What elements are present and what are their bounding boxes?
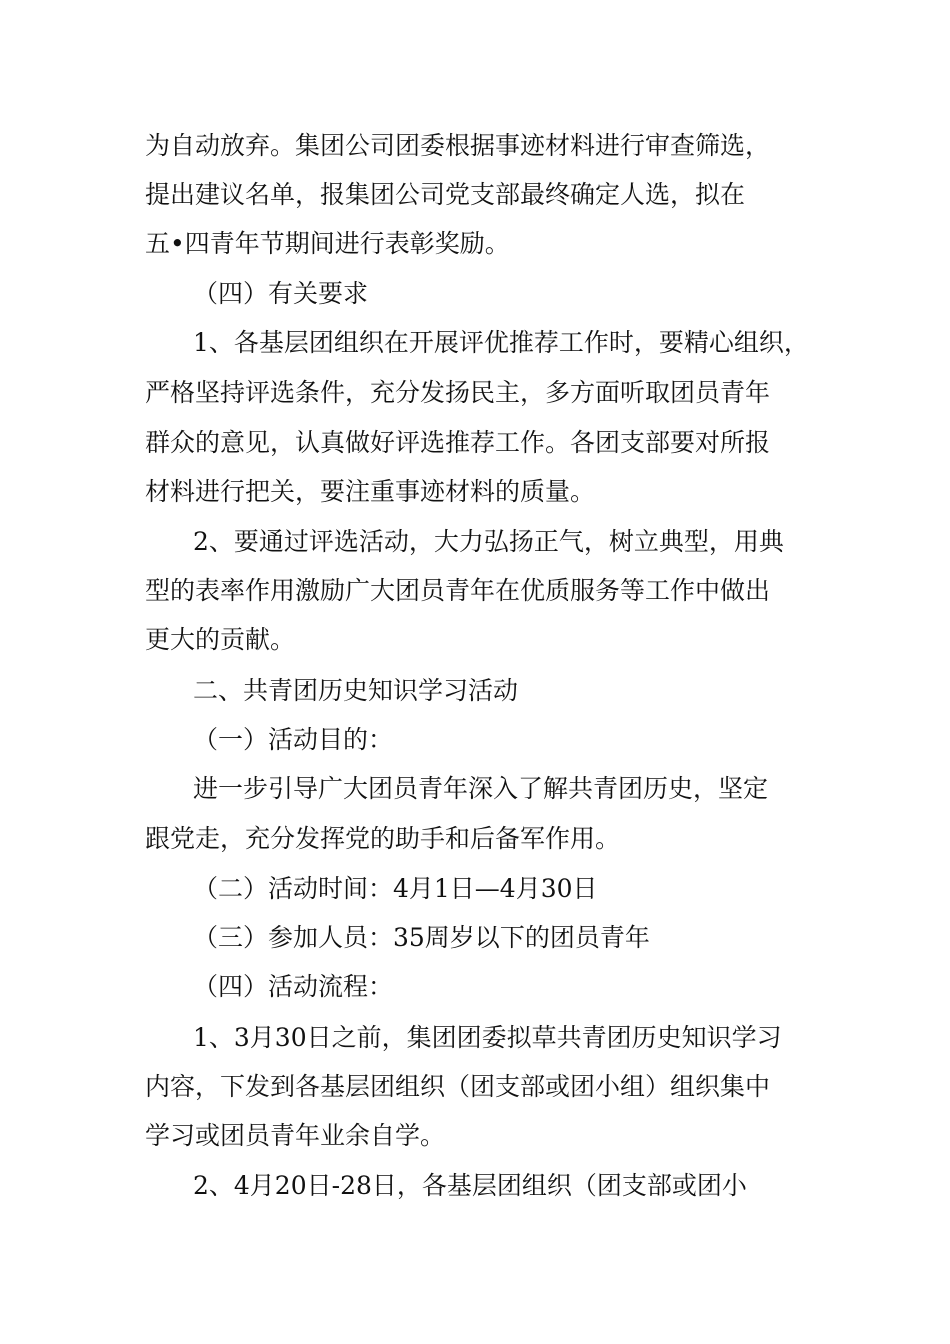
text-line: 严格坚持评选条件，充分发扬民主，多方面听取团员青年	[145, 378, 771, 407]
text-line: 群众的意见，认真做好评选推荐工作。各团支部要对所报	[145, 428, 771, 457]
text-line: 材料进行把关，要注重事迹材料的质量。	[145, 477, 596, 506]
text-line: 进一步引导广大团员青年深入了解共青团历史，坚定	[193, 774, 769, 803]
section-heading: （二）活动时间：4月1日—4月30日	[193, 874, 598, 903]
text-line: 内容，下发到各基层团组织（团支部或团小组）组织集中	[145, 1072, 771, 1101]
section-heading: （三）参加人员：35周岁以下的团员青年	[193, 923, 650, 952]
section-heading: （一）活动目的：	[193, 725, 394, 754]
section-heading: （四）活动流程：	[193, 972, 394, 1001]
section-heading: 二、共青团历史知识学习活动	[193, 676, 519, 705]
text-line: 跟党走，充分发挥党的助手和后备军作用。	[145, 824, 621, 853]
section-heading: （四）有关要求	[193, 279, 369, 308]
text-line: 1、各基层团组织在开展评优推荐工作时，要精心组织，	[193, 328, 809, 357]
text-line: 1、3月30日之前，集团团委拟草共青团历史知识学习	[193, 1023, 782, 1052]
text-line: 更大的贡献。	[145, 625, 296, 654]
text-line: 五•四青年节期间进行表彰奖励。	[145, 229, 510, 258]
text-line: 型的表率作用激励广大团员青年在优质服务等工作中做出	[145, 576, 771, 605]
text-line: 2、要通过评选活动，大力弘扬正气，树立典型，用典	[193, 527, 784, 556]
text-line: 2、4月20日-28日，各基层团组织（团支部或团小	[193, 1171, 747, 1200]
text-line: 提出建议名单，报集团公司党支部最终确定人选，拟在	[145, 180, 746, 209]
text-line: 学习或团员青年业余自学。	[145, 1121, 446, 1150]
text-line: 为自动放弃。集团公司团委根据事迹材料进行审查筛选，	[145, 131, 771, 160]
